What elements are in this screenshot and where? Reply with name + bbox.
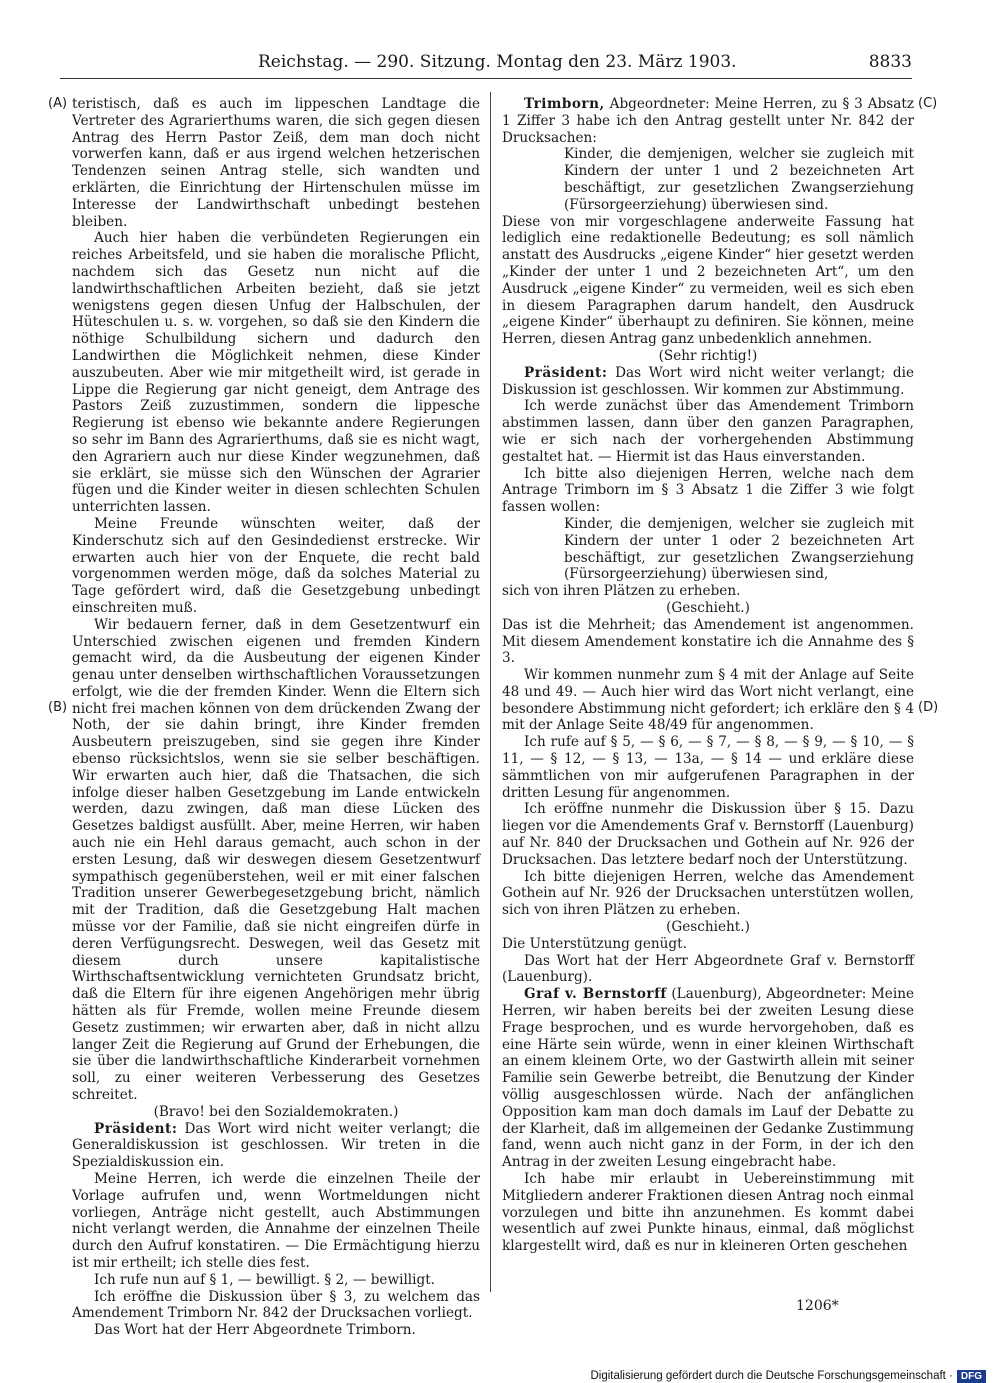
paragraph-text: Das Wort wird nicht weiter verlangt; die Diskussion ist geschlossen. Wir kommen zur Abstimmung.: [502, 364, 914, 398]
paragraph: [72, 230, 480, 516]
paragraph: [502, 398, 914, 465]
paragraph: [72, 96, 480, 230]
paragraph: [502, 919, 914, 936]
paragraph-text: Ich bitte diejenigen Herren, welche das Amendement Gothein auf Nr. 926 der Drucksachen unterstützen wollen, sich von ihren Plätzen zu erheben.: [502, 868, 914, 919]
speaker-name: Präsident:: [94, 1120, 178, 1137]
paragraph: [502, 1171, 914, 1255]
paragraph-text: sich von ihren Plätzen zu erheben.: [502, 583, 741, 600]
left-column: [72, 96, 480, 1339]
paragraph: [502, 801, 914, 868]
header-title: Reichstag. — 290. Sitzung. Montag den 23. März 1903.: [258, 52, 737, 72]
paragraph: [72, 1322, 480, 1339]
paragraph-text: (Lauenburg), Abgeordneter: Meine Herren, wir haben bereits bei der zweiten Lesung diese Frage besprochen, und es wurde hervorgehoben, daß es eine Härte sein würde, wenn in einer kleinen Wirthschaft an einem kleinem Orte, wo der Gastwirth allein mit seiner Familie sein Gewerbe betreibt, die Benutzung der Kinder völlig ausgeschlossen würde. Nach der anfänglichen Opposition kam man doch damals im Lauf der Debatte zu der Klarheit, daß im allgemeinen der Gedanke Zustimmung fand, wenn auch nicht ganz in der Form, in der ich den Antrag in der zweiten Lesung eingebracht habe.: [502, 986, 915, 1171]
paragraph-text: Das ist die Mehrheit; das Amendement ist angenommen. Mit diesem Amendement konstatire ich die Annahme des § 3.: [502, 616, 914, 667]
paragraph: [502, 466, 914, 516]
right-column: [502, 96, 914, 1255]
paragraph: [72, 1272, 480, 1289]
paragraph-text: (Geschieht.): [666, 919, 750, 936]
paragraph: [502, 869, 914, 919]
paragraph-text: Diese von mir vorgeschlagene anderweite Fassung hat lediglich eine redaktionelle Bedeutung; es soll nämlich anstatt des Ausdrucks „eigene Kinder“ hier gesetzt werden „Kinder der unter 1 und 2 bezeichneten Art“, um den Ausdruck „eigene Kinder“ zu vermeiden, weil es sich eben in diesem Paragraphen darum handelt, den Ausdruck „eigene Kinder“ überhaupt zu definiren. Sie können, meine Herren, diesen Antrag ganz unbedenklich annehmen.: [502, 213, 914, 348]
paragraph: [72, 1121, 480, 1171]
paragraph-text: (Geschieht.): [666, 599, 750, 616]
margin-marker-c: (C): [918, 96, 938, 111]
paragraph: [72, 617, 480, 1104]
paragraph-text: Meine Herren, ich werde die einzelnen Theile der Vorlage aufrufen und, wenn Wortmeldungen nicht vorliegen, Anträge nicht gestellt, auch Abstimmungen nicht verlangt werden, die Annahme der einzelnen Theile durch den Aufruf konstatiren. — Die Ermächtigung hierzu ist mir ertheilt; ich stelle dies fest.: [72, 1171, 480, 1271]
margin-marker-d: (D): [918, 700, 939, 715]
paragraph: [72, 1289, 480, 1323]
paragraph: [502, 667, 914, 734]
paragraph-text: (Bravo! bei den Sozialdemokraten.): [153, 1103, 399, 1120]
margin-marker-a: (A): [48, 96, 68, 111]
paragraph: [564, 516, 914, 583]
paragraph: [502, 953, 914, 987]
paragraph: [502, 214, 914, 348]
page-number: 8833: [868, 52, 912, 72]
paragraph-text: Ich habe mir erlaubt in Uebereinstimmung mit Mitgliedern anderer Fraktionen diesen Antrag noch einmal vorzulegen und bitte ihn anzunehmen. Es kommt dabei wesentlich auf zwei Punkte hinaus, einmal, daß möglichst klargestellt wird, daß es nur in kleineren Orten geschehen: [502, 1171, 914, 1255]
column-divider: [490, 92, 491, 1292]
paragraph-text: Ich rufe auf § 5, — § 6, — § 7, — § 8, — § 9, — § 10, — § 11, — § 12, — § 13, — 13a, — § 14 — und erkläre diese sämmtlichen von mir aufgerufenen Paragraphen in der dritten Lesung für angenommen.: [502, 734, 914, 801]
paragraph: [502, 600, 914, 617]
footer-credit: [590, 1370, 986, 1383]
paragraph: [72, 1104, 480, 1121]
paragraph: [72, 516, 480, 617]
paragraph-text: Ich eröffne nunmehr die Diskussion über § 15. Dazu liegen vor die Amendements Graf v. Bernstorff (Lauenburg) auf Nr. 840 der Drucksachen und Gothein auf Nr. 926 der Drucksachen. Das letztere bedarf noch der Unterstützung.: [502, 801, 914, 868]
speaker-name: Präsident:: [524, 364, 608, 381]
dfg-logo: DFG: [957, 1370, 986, 1383]
footer-text: Digitalisierung gefördert durch die Deutsche Forschungsgemeinschaft ·: [590, 1370, 953, 1382]
paragraph-text: Wir kommen nunmehr zum § 4 mit der Anlage auf Seite 48 und 49. — Auch hier wird das Wort nicht verlangt, eine besondere Abstimmung nicht gefordert; ich erkläre den § 4 mit der Anlage Seite 48/49 für angenommen.: [502, 667, 914, 734]
paragraph-text: Ich bitte also diejenigen Herren, welche nach dem Antrage Trimborn im § 3 Absatz 1 die Ziffer 3 wie folgt fassen wollen:: [502, 465, 914, 516]
paragraph-text: Ich rufe nun auf § 1, — bewilligt. § 2, — bewilligt.: [94, 1271, 435, 1288]
paragraph-text: Ich werde zunächst über das Amendement Trimborn abstimmen lassen, dann über den ganzen Paragraphen, wie er sich nach der vorhergehenden Abstimmung gestaltet hat. — Hiermit ist das Haus einverstanden.: [502, 398, 914, 465]
paragraph: [502, 936, 914, 953]
speaker-name: Graf v. Bernstorff: [524, 986, 667, 1003]
paragraph-text: Auch hier haben die verbündeten Regierungen ein reiches Arbeitsfeld, und sie haben die moralische Pflicht, nachdem sich das Gesetz nun nicht auf die landwirthschaftlichen Arbeiten bezieht, daß sie jetzt wenigstens gegen diesen Unfug der Halbschulen, der Hüteschulen u. s. w. vorgehen, so daß sie den Kindern die nöthige Schulbildung sichern und dadurch den Landwirthen die Möglichkeit nehmen, diese Kinder auszubeuten. Aber wie mir mitgetheilt wird, ist gerade in Lippe die Regierung gar nicht geneigt, dem Antrage des Pastors Zeiß zuzustimmen, sondern die lippesche Regierung ist ebenso wie bekannte andere Regierungen so sehr im Bann des Agrarierthums, daß sie es nicht wagt, den Agrariern auch nur diese Kinder wegzunehmen, daß sie erklärt, sie müsse sich den Wünschen der Agrarier fügen und die Kinder weiter in diesen schlechten Schulen unterrichten lassen.: [72, 230, 480, 516]
paragraph-text: Wir bedauern ferner, daß in dem Gesetzentwurf ein Unterschied zwischen eigenen und fremden Kindern gemacht wird, da die Ausbeutung der eigenen Kinder genau unter denselben wirthschaftlichen Voraussetzungen erfolgt, wie die der fremden Kinder. Wenn die Eltern sich nicht frei machen können von dem drückenden Zwang der Noth, der sie dahin bringt, ihre Kinder fremden Ausbeutern preiszugeben, sind sie gegen ihre Kinder ebenso rücksichtslos, wenn sie sie selber beschäftigen. Wir erwarten auch hier, daß die Thatsachen, die sich infolge dieser halben Gesetzgebung im Lande entwickeln werden, dazu zwingen, daß man diese Lücken des Gesetzes baldigst ausfüllt. Aber, meine Herren, wir haben auch nie ein Hehl daraus gemacht, auch schon in der ersten Lesung, daß wir deswegen diesem Gesetzentwurf sympathisch gegenüberstehen, weil er mit einer falschen Tradition unserer Gewerbegesetzgebung bricht, nämlich mit der Tradition, daß die Gesetzgebung Halt machen müsse vor der Familie, daß sie nicht eingreifen dürfe in deren Verfügungsrecht. Deswegen, weil das Gesetz mit diesem durch unsere kapitalistische Wirthschaftsentwicklung vernichteten Grundsatz bricht, daß die Eltern für ihre eigenen Angehörigen mehr übrig hätten als für Fremde, wollen meine Freunde diesem Gesetz zustimmen; wir erwarten aber, daß in nicht allzu langer Zeit die Regierung auf Grund der Erhebungen, die sie über die landwirthschaftliche Kinderarbeit vornehmen soll, zu einer weiteren Verbesserung des Gesetzes schreitet.: [72, 616, 480, 1104]
speaker-name: Trimborn,: [524, 96, 605, 112]
paragraph: [72, 1171, 480, 1272]
paragraph: [502, 617, 914, 667]
paragraph: [502, 348, 914, 365]
paragraph-text: Meine Freunde wünschten weiter, daß der Kinderschutz sich auf den Gesindedienst erstrecke. Wir erwarten auch hier von der Enquete, die recht bald vorgenommen werden möge, daß da solches Material zu Tage gefördert wird, daß die Gesetzgebung unbedingt einschreiten muß.: [72, 515, 480, 616]
paragraph: [502, 734, 914, 801]
sheet-mark: 1206*: [796, 1298, 839, 1314]
paragraph: [502, 583, 914, 600]
paragraph: [502, 986, 914, 1171]
paragraph-text: Das Wort hat der Herr Abgeordnete Graf v. Bernstorff (Lauenburg).: [502, 952, 914, 986]
paragraph-text: Das Wort wird nicht weiter verlangt; die Generaldiskussion ist geschlossen. Wir treten in die Spezialdiskussion ein.: [72, 1120, 480, 1171]
paragraph-text: Kinder, die demjenigen, welcher sie zugleich mit Kindern der unter 1 und 2 bezeichneten Art beschäftigt, zur gesetzlichen Zwangserziehung (Fürsorgeerziehung) überwiesen sind.: [564, 146, 914, 213]
paragraph-text: teristisch, daß es auch im lippeschen Landtage die Vertreter des Agrarierthums waren, die sich gegen diesen Antrag des Herrn Pastor Zeiß, dem man doch nicht vorwerfen kann, daß er aus irgend welchen hetzerischen Tendenzen seinen Antrag stelle, sich wandten und erklärten, die Einrichtung der Hirtenschulen müsse im Interesse der Landwirthschaft unbedingt bestehen bleiben.: [72, 96, 480, 230]
paragraph-text: Ich eröffne die Diskussion über § 3, zu welchem das Amendement Trimborn Nr. 842 der Drucksachen vorliegt.: [72, 1288, 480, 1322]
paragraph: [502, 365, 914, 399]
header-rule: [60, 78, 912, 79]
paragraph: [564, 146, 914, 213]
paragraph-text: Das Wort hat der Herr Abgeordnete Trimborn.: [94, 1322, 416, 1339]
margin-marker-b: (B): [48, 700, 68, 715]
paragraph-text: (Sehr richtig!): [658, 347, 758, 364]
paragraph: [502, 96, 914, 146]
paragraph-text: Die Unterstützung genügt.: [502, 935, 687, 952]
running-header: [258, 52, 912, 76]
paragraph-text: Abgeordneter: Meine Herren, zu § 3 Absatz 1 Ziffer 3 habe ich den Antrag gestellt unter Nr. 842 der Drucksachen:: [502, 96, 914, 146]
paragraph-text: Kinder, die demjenigen, welcher sie zugleich mit Kindern der unter 1 oder 2 bezeichneten Art beschäftigt, zur gesetzlichen Zwangserziehung (Fürsorgeerziehung) überwiesen sind,: [564, 515, 914, 583]
